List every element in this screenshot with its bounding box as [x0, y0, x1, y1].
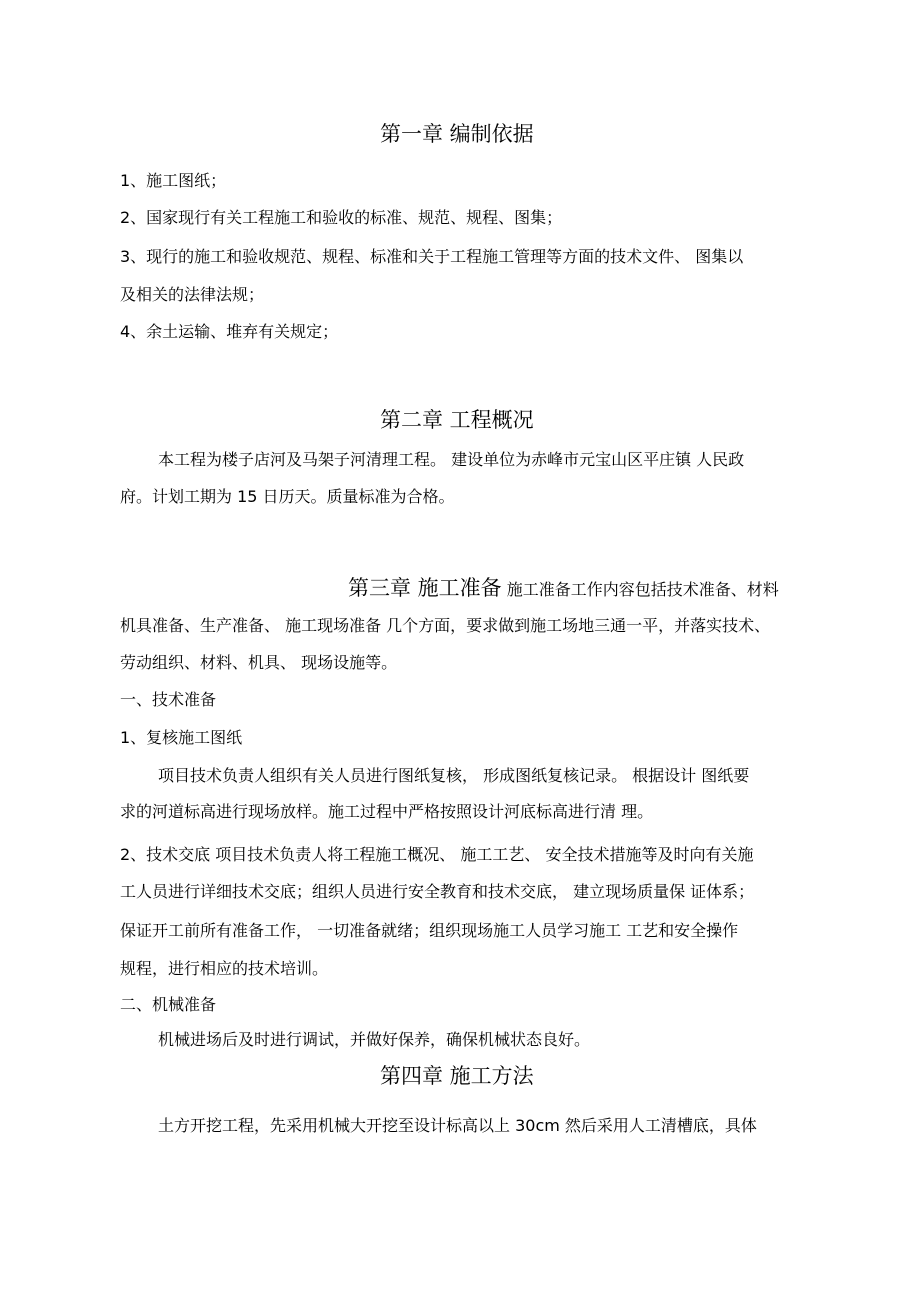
- overview-line-2: 府。计划工期为 15 日历天。质量标准为合格。: [120, 487, 455, 506]
- basis-item-3: 3、现行的施工和验收规范、规程、标准和关于工程施工管理等方面的技术文件、 图集以: [120, 247, 744, 266]
- review-drawings-line-1: 项目技术负责人组织有关人员进行图纸复核， 形成图纸复核记录。 根据设计 图纸要: [158, 766, 750, 785]
- review-drawings-heading: 1、复核施工图纸: [120, 728, 243, 747]
- chapter-3-title: 第三章 施工准备: [348, 576, 502, 600]
- chapter-4-title: 第四章 施工方法: [380, 1064, 534, 1088]
- preparation-intro-line-3: 劳动组织、材料、机具、 现场设施等。: [120, 653, 398, 672]
- construction-method-line: 土方开挖工程，先采用机械大开挖至设计标高以上 30cm 然后采用人工清槽底，具体: [158, 1116, 757, 1135]
- review-drawings-line-2: 求的河道标高进行现场放样。施工过程中严格按照设计河底标高进行清 理。: [120, 802, 654, 821]
- chapter-2-title: 第二章 工程概况: [380, 408, 534, 432]
- technical-briefing-line-3: 保证开工前所有准备工作， 一切准备就绪；组织现场施工人员学习施工 工艺和安全操作: [120, 921, 739, 940]
- overview-line-1: 本工程为楼子店河及马架子河清理工程。 建设单位为赤峰市元宝山区平庄镇 人民政: [158, 450, 745, 469]
- chapter-1-title: 第一章 编制依据: [380, 122, 534, 146]
- basis-item-2: 2、国家现行有关工程施工和验收的标准、规范、规程、图集；: [120, 208, 563, 227]
- basis-item-1: 1、施工图纸；: [120, 171, 227, 190]
- preparation-intro-line-2: 机具准备、生产准备、 施工现场准备 几个方面，要求做到施工场地三通一平，并落实技术、: [120, 616, 771, 635]
- machinery-preparation-heading: 二、机械准备: [120, 995, 217, 1014]
- basis-item-3-cont: 及相关的法律法规；: [120, 285, 265, 304]
- basis-item-4: 4、余土运输、堆弃有关规定；: [120, 322, 339, 341]
- chapter-3-title-line: [348, 574, 779, 604]
- technical-briefing-line-1: 2、技术交底 项目技术负责人将工程施工概况、 施工工艺、 安全技术措施等及时向有关施: [120, 845, 754, 864]
- technical-briefing-line-4: 规程，进行相应的技术培训。: [120, 959, 329, 978]
- machinery-preparation-line: 机械进场后及时进行调试，并做好保养，确保机械状态良好。: [158, 1030, 591, 1049]
- technical-briefing-line-2: 工人员进行详细技术交底；组织人员进行安全教育和技术交底， 建立现场质量保 证体系；: [120, 882, 755, 901]
- preparation-intro-line-1: 施工准备工作内容包括技术准备、材料: [506, 580, 779, 599]
- technical-preparation-heading: 一、技术准备: [120, 690, 217, 709]
